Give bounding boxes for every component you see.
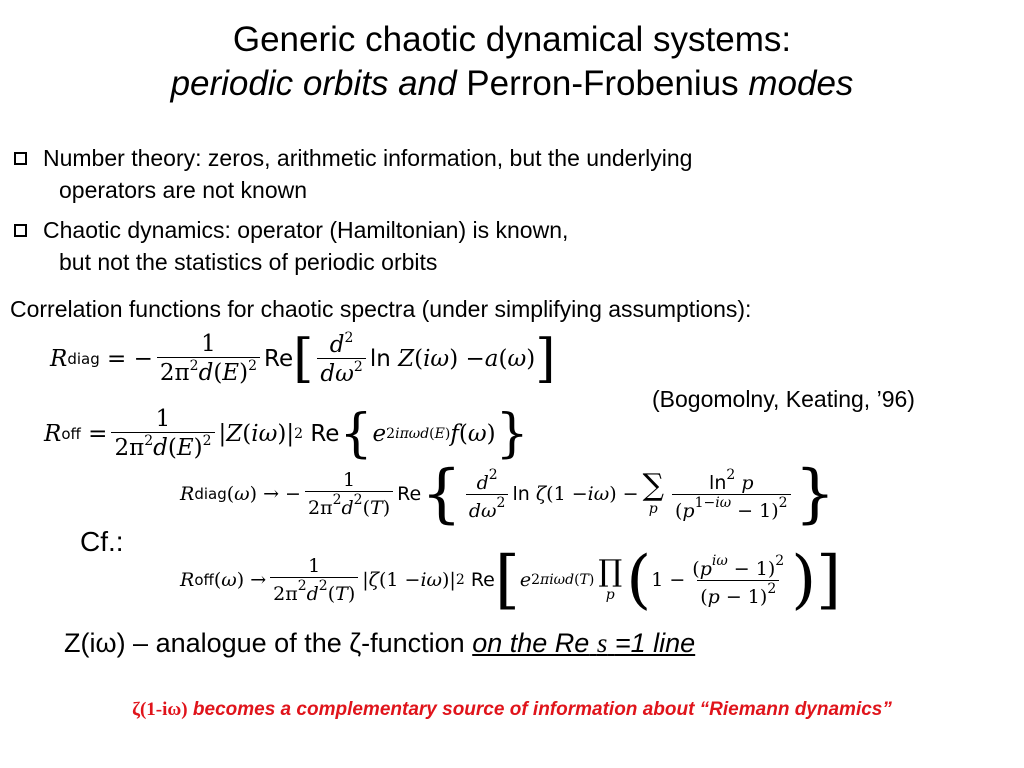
bullet-2 — [14, 214, 568, 278]
z-analogue-text: Z(iω) – analogue of the ζ-function — [64, 628, 465, 658]
cf-label: Cf.: — [80, 526, 124, 557]
bullet-1-line-2: operators are not known — [59, 177, 308, 203]
z-analogue-line — [64, 628, 695, 659]
checkbox-square-icon — [14, 152, 27, 165]
bullet-1 — [14, 142, 692, 206]
title-italic-c: modes — [748, 64, 854, 103]
equation-r-off: R off = $\frac{1}{2\pi^2d(E)^2}$ | Z ( iω )| 2 Re { e 2iπωd(E) f ( ω ) } — [44, 403, 529, 464]
citation: (Bogomolny, Keating, ’96) — [652, 386, 915, 412]
riemann-note-text: becomes a complementary source of information about “Riemann dynamics” — [192, 699, 892, 720]
title-line-2 — [0, 62, 1024, 106]
title-italic-a: periodic orbits and — [170, 64, 457, 103]
checkbox-square-icon — [14, 224, 27, 237]
title-line-1: Generic chaotic dynamical systems: — [232, 20, 792, 59]
bullet-2-line-1: Chaotic dynamics: operator (Hamiltonian) is known, — [43, 217, 569, 243]
equation-r-diag-zeta: R diag ( ω ) → − $\frac{1}{2\pi^2d^2(T)}$ Re { $\frac{d^2}{d\omega^2}$ ln ζ (1 − iω ) − ∑ p $\frac{\ln^2 p}{(p^{1-i\omega} - 1)^2}$ } — [180, 457, 836, 531]
correlation-heading: Correlation functions for chaotic spectra (under simplifying assumptions): — [10, 296, 752, 322]
bullet-2-line-2: but not the statistics of periodic orbits — [59, 249, 438, 275]
slide-title — [0, 18, 1024, 106]
equation-r-diag: R diag = − $\frac{1}{2\pi^2d(E)^2}$ Re [ $\frac{d^2}{d\omega^2}$ ln Z ( iω ) − a ( ω ) ] — [50, 328, 556, 389]
equation-r-off-zeta: R off ( ω ) → $\frac{1}{2\pi^2d^2(T)}$ | ζ (1 − iω )| 2 Re [ e 2πiωd(T) ∏ p ( 1 − $\frac{(p^{i\omega} - 1)^2}{(p - 1)^2}$ ) ] — [180, 543, 842, 617]
re-s-line-text: on the Re s =1 line — [472, 628, 696, 658]
zeta-symbol-text: ζ(1-iω) — [132, 699, 188, 720]
title-roman: Perron-Frobenius — [466, 64, 739, 103]
riemann-dynamics-note — [0, 699, 1024, 721]
bullet-1-line-1: Number theory: zeros, arithmetic information, but the underlying — [43, 145, 693, 171]
